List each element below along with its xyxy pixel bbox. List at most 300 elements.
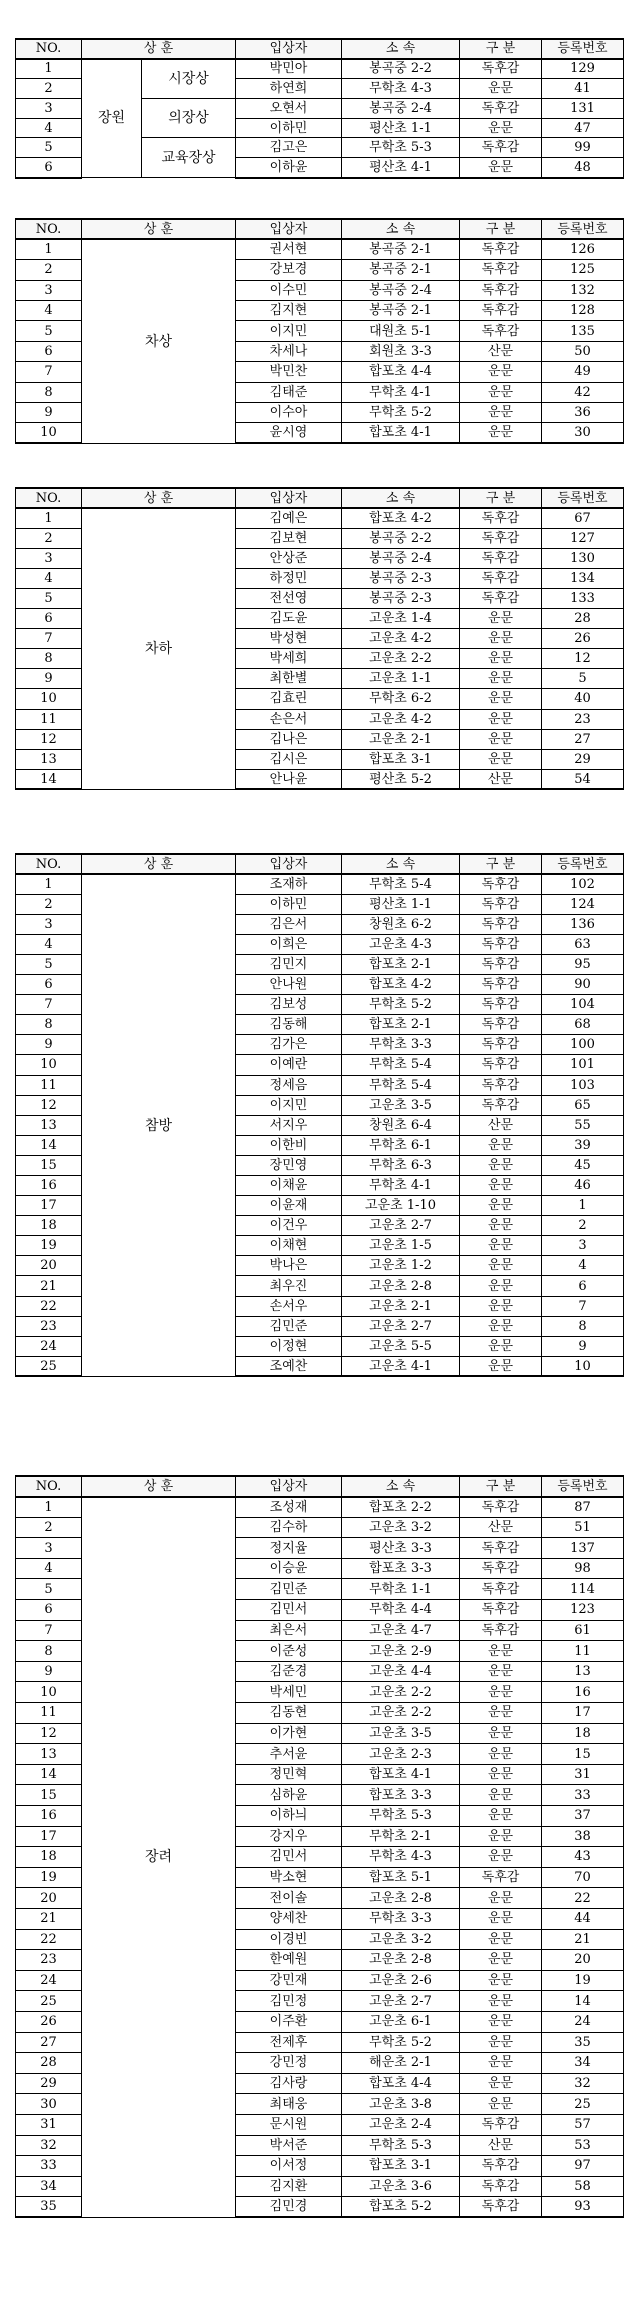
cell-reg-no: 126 — [542, 239, 624, 259]
cell-division: 운문 — [460, 1826, 542, 1847]
cell-name: 김민준 — [236, 1316, 342, 1336]
cell-no: 5 — [16, 138, 82, 158]
cell-affiliation: 고운초 2-8 — [342, 1888, 460, 1909]
cell-affiliation: 무학초 5-4 — [342, 874, 460, 894]
cell-reg-no: 11 — [542, 1641, 624, 1662]
cell-no: 22 — [16, 1296, 82, 1316]
cell-affiliation: 고운초 2-1 — [342, 1296, 460, 1316]
cell-affiliation: 합포초 2-1 — [342, 954, 460, 974]
cell-no: 31 — [16, 2114, 82, 2135]
cell-reg-no: 127 — [542, 528, 624, 548]
cell-affiliation: 합포초 4-2 — [342, 975, 460, 995]
cell-name: 문시원 — [236, 2114, 342, 2135]
header-award: 상 훈 — [82, 488, 236, 508]
cell-affiliation: 합포초 5-2 — [342, 2197, 460, 2218]
cell-no: 10 — [16, 689, 82, 709]
header-affiliation: 소 속 — [342, 39, 460, 59]
cell-affiliation: 고운초 4-2 — [342, 709, 460, 729]
cell-division: 운문 — [460, 609, 542, 629]
cell-name: 장민영 — [236, 1155, 342, 1175]
cell-no: 35 — [16, 2197, 82, 2218]
cell-no: 9 — [16, 1661, 82, 1682]
cell-affiliation: 고운초 6-1 — [342, 2011, 460, 2032]
cell-affiliation: 봉곡중 2-3 — [342, 588, 460, 608]
cell-affiliation: 고운초 2-6 — [342, 1970, 460, 1991]
cell-no: 10 — [16, 1055, 82, 1075]
cell-no: 8 — [16, 1641, 82, 1662]
cell-division: 운문 — [460, 1723, 542, 1744]
cell-affiliation: 봉곡중 2-1 — [342, 301, 460, 321]
award-table-jangryeo — [15, 1475, 624, 2218]
cell-affiliation: 평산초 1-1 — [342, 118, 460, 138]
cell-affiliation: 무학초 3-3 — [342, 1035, 460, 1055]
table-row — [16, 508, 624, 528]
cell-affiliation: 무학초 6-2 — [342, 689, 460, 709]
cell-affiliation: 고운초 4-2 — [342, 629, 460, 649]
cell-division: 운문 — [460, 1356, 542, 1376]
cell-division: 운문 — [460, 669, 542, 689]
cell-reg-no: 70 — [542, 1867, 624, 1888]
cell-no: 17 — [16, 1196, 82, 1216]
cell-affiliation: 무학초 5-2 — [342, 2032, 460, 2053]
cell-division: 운문 — [460, 158, 542, 178]
cell-reg-no: 130 — [542, 548, 624, 568]
cell-affiliation: 고운초 1-5 — [342, 1236, 460, 1256]
cell-reg-no: 125 — [542, 260, 624, 280]
cell-division: 독후감 — [460, 954, 542, 974]
cell-no: 15 — [16, 1155, 82, 1175]
cell-reg-no: 134 — [542, 568, 624, 588]
table-header-row — [16, 854, 624, 874]
cell-division: 독후감 — [460, 1075, 542, 1095]
cell-no: 4 — [16, 118, 82, 138]
cell-name: 정세음 — [236, 1075, 342, 1095]
cell-name: 이하늬 — [236, 1806, 342, 1827]
cell-name: 하연희 — [236, 79, 342, 99]
cell-reg-no: 3 — [542, 1236, 624, 1256]
cell-name: 안상준 — [236, 548, 342, 568]
cell-division: 산문 — [460, 341, 542, 361]
cell-affiliation: 고운초 3-2 — [342, 1517, 460, 1538]
cell-division: 운문 — [460, 2053, 542, 2074]
cell-name: 박나은 — [236, 1256, 342, 1276]
cell-name: 이지민 — [236, 1095, 342, 1115]
cell-division: 운문 — [460, 1236, 542, 1256]
cell-division: 운문 — [460, 1847, 542, 1868]
header-name: 입상자 — [236, 39, 342, 59]
cell-name: 이경빈 — [236, 1929, 342, 1950]
cell-no: 13 — [16, 1744, 82, 1765]
cell-no: 11 — [16, 1703, 82, 1724]
cell-division: 운문 — [460, 362, 542, 382]
header-name: 입상자 — [236, 219, 342, 239]
header-no: NO. — [16, 39, 82, 59]
header-name: 입상자 — [236, 488, 342, 508]
cell-name: 김고은 — [236, 138, 342, 158]
award-label-jangwon: 장원 — [82, 59, 142, 178]
cell-reg-no: 33 — [542, 1785, 624, 1806]
cell-affiliation: 무학초 2-1 — [342, 1826, 460, 1847]
cell-no: 4 — [16, 301, 82, 321]
cell-reg-no: 26 — [542, 629, 624, 649]
cell-affiliation: 무학초 5-2 — [342, 403, 460, 423]
cell-reg-no: 43 — [542, 1847, 624, 1868]
cell-no: 6 — [16, 158, 82, 178]
cell-name: 김준경 — [236, 1661, 342, 1682]
cell-no: 3 — [16, 914, 82, 934]
cell-name: 박소현 — [236, 1867, 342, 1888]
cell-affiliation: 합포초 4-4 — [342, 2073, 460, 2094]
cell-reg-no: 29 — [542, 749, 624, 769]
cell-reg-no: 22 — [542, 1888, 624, 1909]
cell-reg-no: 51 — [542, 1517, 624, 1538]
cell-name: 손은서 — [236, 709, 342, 729]
header-award: 상 훈 — [82, 1476, 236, 1497]
cell-reg-no: 4 — [542, 1256, 624, 1276]
cell-name: 강지우 — [236, 1826, 342, 1847]
cell-affiliation: 회원초 3-3 — [342, 341, 460, 361]
cell-affiliation: 무학초 5-4 — [342, 1075, 460, 1095]
cell-division: 독후감 — [460, 975, 542, 995]
cell-division: 독후감 — [460, 508, 542, 528]
cell-name: 정지율 — [236, 1538, 342, 1559]
cell-division: 산문 — [460, 1115, 542, 1135]
cell-name: 김나은 — [236, 729, 342, 749]
cell-division: 독후감 — [460, 321, 542, 341]
cell-affiliation: 봉곡중 2-1 — [342, 260, 460, 280]
cell-name: 조재하 — [236, 874, 342, 894]
cell-division: 독후감 — [460, 914, 542, 934]
cell-no: 20 — [16, 1256, 82, 1276]
cell-no: 2 — [16, 79, 82, 99]
cell-name: 김예은 — [236, 508, 342, 528]
cell-name: 박민아 — [236, 59, 342, 79]
cell-affiliation: 합포초 2-2 — [342, 1497, 460, 1518]
cell-reg-no: 10 — [542, 1356, 624, 1376]
cell-no: 30 — [16, 2094, 82, 2115]
cell-name: 이하민 — [236, 118, 342, 138]
cell-no: 17 — [16, 1826, 82, 1847]
cell-name: 김동해 — [236, 1015, 342, 1035]
cell-reg-no: 36 — [542, 403, 624, 423]
cell-division: 운문 — [460, 2094, 542, 2115]
cell-reg-no: 34 — [542, 2053, 624, 2074]
cell-affiliation: 무학초 4-3 — [342, 79, 460, 99]
cell-no: 10 — [16, 423, 82, 443]
cell-name: 전선영 — [236, 588, 342, 608]
cell-division: 독후감 — [460, 98, 542, 118]
award-table-chasang — [15, 218, 624, 444]
cell-affiliation: 봉곡중 2-2 — [342, 528, 460, 548]
cell-reg-no: 17 — [542, 1703, 624, 1724]
cell-no: 18 — [16, 1216, 82, 1236]
cell-affiliation: 무학초 5-4 — [342, 1055, 460, 1075]
header-award: 상 훈 — [82, 39, 236, 59]
cell-name: 김수하 — [236, 1517, 342, 1538]
cell-reg-no: 30 — [542, 423, 624, 443]
cell-no: 13 — [16, 1115, 82, 1135]
header-affiliation: 소 속 — [342, 854, 460, 874]
cell-no: 8 — [16, 1015, 82, 1035]
cell-no: 4 — [16, 568, 82, 588]
cell-division: 독후감 — [460, 995, 542, 1015]
cell-reg-no: 20 — [542, 1950, 624, 1971]
cell-division: 독후감 — [460, 1600, 542, 1621]
cell-no: 26 — [16, 2011, 82, 2032]
cell-affiliation: 무학초 3-3 — [342, 1908, 460, 1929]
cell-name: 이희은 — [236, 934, 342, 954]
header-affiliation: 소 속 — [342, 488, 460, 508]
cell-affiliation: 합포초 3-1 — [342, 2156, 460, 2177]
cell-name: 서지우 — [236, 1115, 342, 1135]
cell-division: 운문 — [460, 729, 542, 749]
cell-no: 10 — [16, 1682, 82, 1703]
cell-division: 독후감 — [460, 874, 542, 894]
cell-no: 7 — [16, 1620, 82, 1641]
cell-division: 독후감 — [460, 239, 542, 259]
cell-name: 김지환 — [236, 2176, 342, 2197]
cell-name: 이지민 — [236, 321, 342, 341]
cell-no: 3 — [16, 280, 82, 300]
cell-reg-no: 44 — [542, 1908, 624, 1929]
cell-affiliation: 고운초 2-3 — [342, 1744, 460, 1765]
cell-affiliation: 고운초 1-2 — [342, 1256, 460, 1276]
cell-no: 13 — [16, 749, 82, 769]
table-row — [16, 59, 624, 79]
cell-reg-no: 55 — [542, 1115, 624, 1135]
header-division: 구 분 — [460, 854, 542, 874]
cell-division: 독후감 — [460, 1035, 542, 1055]
award-label: 차하 — [82, 508, 236, 789]
cell-affiliation: 평산초 4-1 — [342, 158, 460, 178]
cell-name: 전제후 — [236, 2032, 342, 2053]
cell-reg-no: 2 — [542, 1216, 624, 1236]
cell-name: 이하민 — [236, 894, 342, 914]
cell-reg-no: 53 — [542, 2135, 624, 2156]
cell-affiliation: 합포초 5-1 — [342, 1867, 460, 1888]
cell-name: 김태준 — [236, 382, 342, 402]
cell-reg-no: 37 — [542, 1806, 624, 1827]
cell-division: 독후감 — [460, 934, 542, 954]
cell-division: 독후감 — [460, 59, 542, 79]
cell-affiliation: 고운초 2-7 — [342, 1316, 460, 1336]
cell-division: 운문 — [460, 629, 542, 649]
award-table-chaha — [15, 487, 624, 790]
cell-affiliation: 무학초 1-1 — [342, 1579, 460, 1600]
cell-name: 박성현 — [236, 629, 342, 649]
cell-reg-no: 50 — [542, 341, 624, 361]
header-award: 상 훈 — [82, 219, 236, 239]
cell-division: 독후감 — [460, 588, 542, 608]
cell-name: 최은서 — [236, 1620, 342, 1641]
award-label: 참방 — [82, 874, 236, 1376]
cell-reg-no: 9 — [542, 1336, 624, 1356]
cell-name: 최태웅 — [236, 2094, 342, 2115]
cell-name: 오현서 — [236, 98, 342, 118]
header-name: 입상자 — [236, 854, 342, 874]
cell-affiliation: 고운초 4-1 — [342, 1356, 460, 1376]
subaward-label-mayor: 시장상 — [142, 59, 236, 99]
cell-affiliation: 봉곡중 2-3 — [342, 568, 460, 588]
cell-affiliation: 고운초 2-1 — [342, 729, 460, 749]
cell-division: 운문 — [460, 79, 542, 99]
cell-reg-no: 40 — [542, 689, 624, 709]
cell-reg-no: 32 — [542, 2073, 624, 2094]
cell-reg-no: 58 — [542, 2176, 624, 2197]
cell-name: 이승윤 — [236, 1558, 342, 1579]
header-reg-no: 등록번호 — [542, 219, 624, 239]
cell-reg-no: 39 — [542, 1135, 624, 1155]
header-reg-no: 등록번호 — [542, 39, 624, 59]
header-reg-no: 등록번호 — [542, 488, 624, 508]
cell-division: 운문 — [460, 1908, 542, 1929]
cell-no: 23 — [16, 1316, 82, 1336]
cell-reg-no: 68 — [542, 1015, 624, 1035]
cell-name: 이예란 — [236, 1055, 342, 1075]
award-table-jangwon — [15, 38, 624, 179]
cell-reg-no: 65 — [542, 1095, 624, 1115]
cell-division: 운문 — [460, 1336, 542, 1356]
cell-reg-no: 131 — [542, 98, 624, 118]
table-row — [16, 1497, 624, 1518]
cell-affiliation: 평산초 5-2 — [342, 769, 460, 789]
cell-division: 운문 — [460, 1806, 542, 1827]
cell-name: 이수아 — [236, 403, 342, 423]
cell-reg-no: 46 — [542, 1176, 624, 1196]
cell-no: 11 — [16, 709, 82, 729]
cell-reg-no: 136 — [542, 914, 624, 934]
cell-no: 27 — [16, 2032, 82, 2053]
cell-no: 11 — [16, 1075, 82, 1095]
table-header-row — [16, 488, 624, 508]
cell-no: 5 — [16, 588, 82, 608]
cell-reg-no: 102 — [542, 874, 624, 894]
cell-division: 운문 — [460, 749, 542, 769]
cell-affiliation: 무학초 4-4 — [342, 1600, 460, 1621]
cell-reg-no: 129 — [542, 59, 624, 79]
cell-reg-no: 128 — [542, 301, 624, 321]
cell-affiliation: 고운초 2-8 — [342, 1950, 460, 1971]
table-row — [16, 239, 624, 259]
cell-affiliation: 무학초 5-3 — [342, 138, 460, 158]
cell-reg-no: 63 — [542, 934, 624, 954]
cell-affiliation: 봉곡중 2-4 — [342, 98, 460, 118]
cell-affiliation: 고운초 4-7 — [342, 1620, 460, 1641]
cell-name: 강민재 — [236, 1970, 342, 1991]
cell-name: 김은서 — [236, 914, 342, 934]
cell-no: 24 — [16, 1970, 82, 1991]
cell-no: 2 — [16, 528, 82, 548]
cell-division: 운문 — [460, 1176, 542, 1196]
cell-name: 김가은 — [236, 1035, 342, 1055]
cell-division: 운문 — [460, 1970, 542, 1991]
cell-no: 24 — [16, 1336, 82, 1356]
cell-reg-no: 124 — [542, 894, 624, 914]
cell-division: 산문 — [460, 769, 542, 789]
cell-name: 김효린 — [236, 689, 342, 709]
cell-name: 하정민 — [236, 568, 342, 588]
cell-reg-no: 48 — [542, 158, 624, 178]
cell-division: 독후감 — [460, 548, 542, 568]
cell-reg-no: 97 — [542, 2156, 624, 2177]
cell-affiliation: 고운초 4-4 — [342, 1661, 460, 1682]
cell-no: 14 — [16, 1135, 82, 1155]
cell-reg-no: 95 — [542, 954, 624, 974]
cell-reg-no: 100 — [542, 1035, 624, 1055]
header-no: NO. — [16, 488, 82, 508]
cell-reg-no: 13 — [542, 1661, 624, 1682]
cell-name: 김사랑 — [236, 2073, 342, 2094]
cell-name: 이채현 — [236, 1236, 342, 1256]
cell-reg-no: 31 — [542, 1764, 624, 1785]
cell-name: 이정현 — [236, 1336, 342, 1356]
cell-affiliation: 봉곡중 2-2 — [342, 59, 460, 79]
header-affiliation: 소 속 — [342, 1476, 460, 1497]
cell-name: 추서윤 — [236, 1744, 342, 1765]
cell-affiliation: 봉곡중 2-4 — [342, 280, 460, 300]
cell-no: 9 — [16, 403, 82, 423]
cell-name: 김보성 — [236, 995, 342, 1015]
cell-affiliation: 고운초 1-10 — [342, 1196, 460, 1216]
cell-no: 7 — [16, 629, 82, 649]
cell-division: 운문 — [460, 1991, 542, 2012]
cell-affiliation: 합포초 2-1 — [342, 1015, 460, 1035]
cell-affiliation: 합포초 4-4 — [342, 362, 460, 382]
header-no: NO. — [16, 219, 82, 239]
cell-no: 6 — [16, 609, 82, 629]
cell-division: 독후감 — [460, 894, 542, 914]
cell-no: 28 — [16, 2053, 82, 2074]
cell-reg-no: 15 — [542, 1744, 624, 1765]
cell-division: 운문 — [460, 403, 542, 423]
cell-division: 독후감 — [460, 2114, 542, 2135]
cell-reg-no: 90 — [542, 975, 624, 995]
cell-reg-no: 35 — [542, 2032, 624, 2053]
cell-no: 21 — [16, 1908, 82, 1929]
cell-name: 윤시영 — [236, 423, 342, 443]
cell-no: 18 — [16, 1847, 82, 1868]
cell-name: 박세희 — [236, 649, 342, 669]
cell-no: 1 — [16, 239, 82, 259]
cell-division: 운문 — [460, 649, 542, 669]
table-header-row — [16, 219, 624, 239]
cell-affiliation: 대원초 5-1 — [342, 321, 460, 341]
cell-no: 33 — [16, 2156, 82, 2177]
cell-affiliation: 고운초 2-2 — [342, 1682, 460, 1703]
cell-affiliation: 고운초 2-2 — [342, 649, 460, 669]
cell-division: 독후감 — [460, 528, 542, 548]
subaward-label-chair: 의장상 — [142, 98, 236, 138]
cell-reg-no: 7 — [542, 1296, 624, 1316]
cell-affiliation: 고운초 2-9 — [342, 1641, 460, 1662]
cell-name: 강보경 — [236, 260, 342, 280]
cell-division: 운문 — [460, 1216, 542, 1236]
cell-no: 1 — [16, 59, 82, 79]
cell-reg-no: 67 — [542, 508, 624, 528]
cell-no: 6 — [16, 341, 82, 361]
cell-reg-no: 38 — [542, 1826, 624, 1847]
cell-name: 안나원 — [236, 975, 342, 995]
cell-reg-no: 93 — [542, 2197, 624, 2218]
header-reg-no: 등록번호 — [542, 1476, 624, 1497]
cell-division: 운문 — [460, 1703, 542, 1724]
header-name: 입상자 — [236, 1476, 342, 1497]
cell-division: 독후감 — [460, 2197, 542, 2218]
cell-reg-no: 27 — [542, 729, 624, 749]
cell-no: 3 — [16, 548, 82, 568]
cell-reg-no: 54 — [542, 769, 624, 789]
cell-affiliation: 무학초 6-1 — [342, 1135, 460, 1155]
